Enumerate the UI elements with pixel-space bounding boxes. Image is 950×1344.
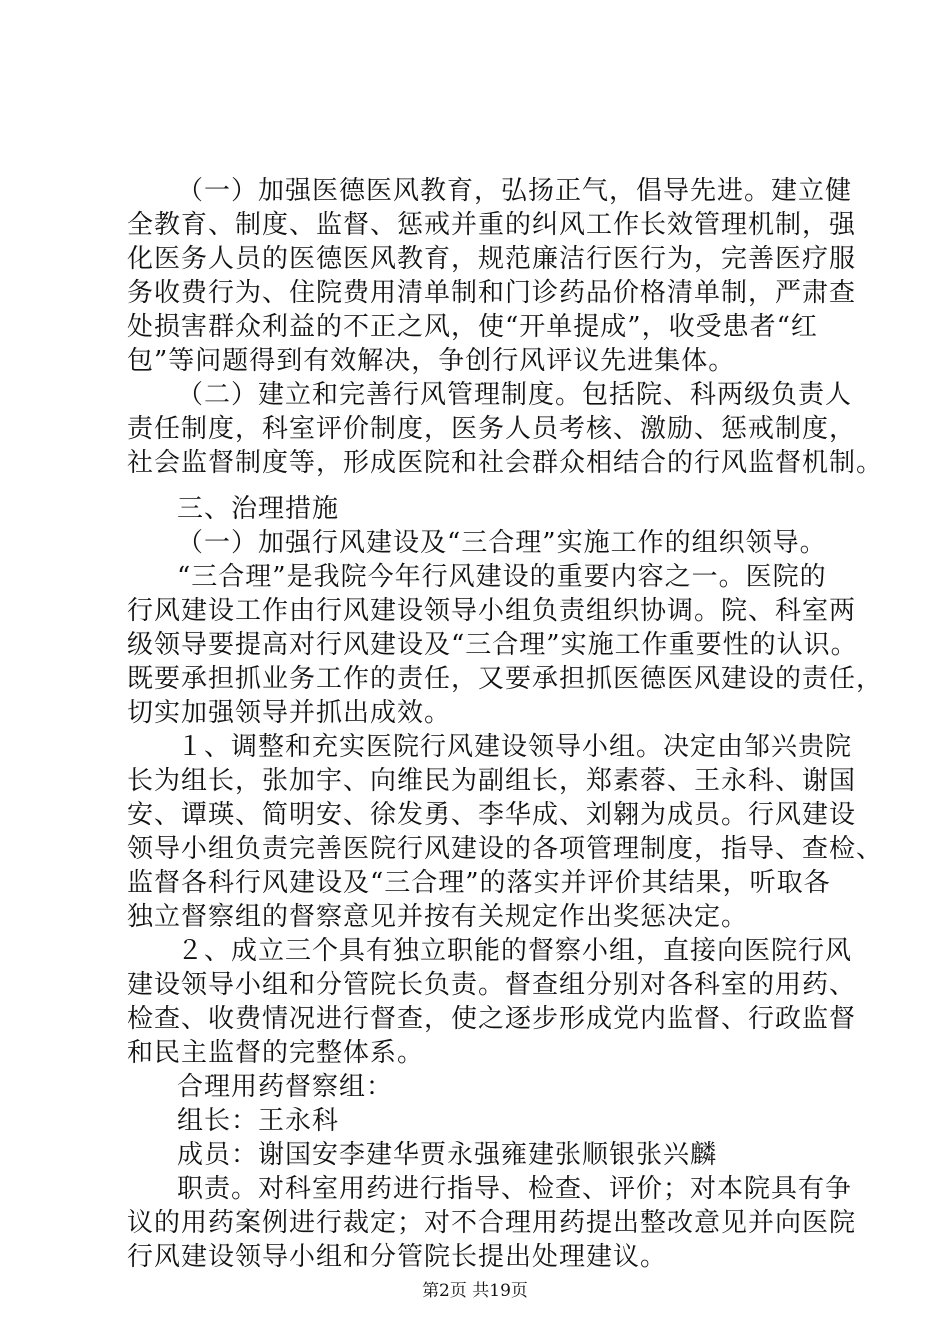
group-members: 成员：谢国安李建华贾永强雍建张顺银张兴麟 [177, 1140, 718, 1170]
group-title: 合理用药督察组： [177, 1072, 394, 1102]
paragraph-line: 化医务人员的医德医风教育，规范廉洁行医行为，完善医疗服 [127, 244, 857, 274]
paragraph-line: 全教育、制度、监督、惩戒并重的纠风工作长效管理机制，强 [127, 210, 857, 240]
paragraph-line: ２、成立三个具有独立职能的督察小组，直接向医院行风 [177, 936, 853, 966]
paragraph-line: （一）加强医德医风教育，弘扬正气，倡导先进。建立健 [177, 176, 853, 206]
paragraph-line: 职责。对科室用药进行指导、检查、评价；对本院具有争 [177, 1174, 853, 1204]
paragraph-line: 建设领导小组和分管院长负责。督查组分别对各科室的用药、 [127, 970, 857, 1000]
page-number: 第2页 共19页 [422, 1281, 528, 1301]
paragraph-line: 社会监督制度等，形成医院和社会群众相结合的行风监督机制。 [127, 448, 884, 478]
paragraph-line: １、调整和充实医院行风建设领导小组。决定由邹兴贵院 [177, 732, 853, 762]
paragraph-line: 责任制度，科室评价制度，医务人员考核、激励、惩戒制度， [127, 414, 857, 444]
paragraph-line: 监督各科行风建设及“三合理”的落实并评价其结果，听取各 [127, 868, 831, 898]
paragraph-line: 务收费行为、住院费用清单制和门诊药品价格清单制，严肃查 [127, 278, 857, 308]
paragraph-line: “三合理”是我院今年行风建设的重要内容之一。医院的 [177, 562, 827, 592]
paragraph-line: 切实加强领导并抓出成效。 [127, 698, 452, 728]
paragraph-line: 检查、收费情况进行督查，使之逐步形成党内监督、行政监督 [127, 1004, 857, 1034]
paragraph-line: 包”等问题得到有效解决，争创行风评议先进集体。 [127, 346, 736, 376]
group-leader: 组长：王永科 [177, 1106, 340, 1136]
paragraph-line: 级领导要提高对行风建设及“三合理”实施工作重要性的认识。 [127, 630, 858, 660]
paragraph-line: 和民主监督的完整体系。 [127, 1038, 425, 1068]
paragraph-line: 长为组长，张加宇、向维民为副组长，郑素蓉、王永科、谢国 [127, 766, 857, 796]
section-heading: 三、治理措施 [177, 494, 340, 524]
paragraph-line: 议的用药案例进行裁定；对不合理用药提出整改意见并向医院 [127, 1208, 857, 1238]
paragraph-line: 领导小组负责完善医院行风建设的各项管理制度，指导、查检、 [127, 834, 884, 864]
paragraph-line: 行风建设工作由行风建设领导小组负责组织协调。院、科室两 [127, 596, 857, 626]
paragraph-line: 行风建设领导小组和分管院长提出处理建议。 [127, 1242, 668, 1272]
paragraph-line: 处损害群众利益的不正之风，使“开单提成”，收受患者“红 [127, 312, 818, 342]
paragraph-line: 既要承担抓业务工作的责任，又要承担抓医德医风建设的责任， [127, 664, 884, 694]
paragraph-line: 安、谭瑛、简明安、徐发勇、李华成、刘翱为成员。行风建设 [127, 800, 857, 830]
paragraph-line: （一）加强行风建设及“三合理”实施工作的组织领导。 [177, 528, 827, 558]
paragraph-line: 独立督察组的督察意见并按有关规定作出奖惩决定。 [127, 902, 749, 932]
paragraph-line: （二）建立和完善行风管理制度。包括院、科两级负责人 [177, 380, 853, 410]
